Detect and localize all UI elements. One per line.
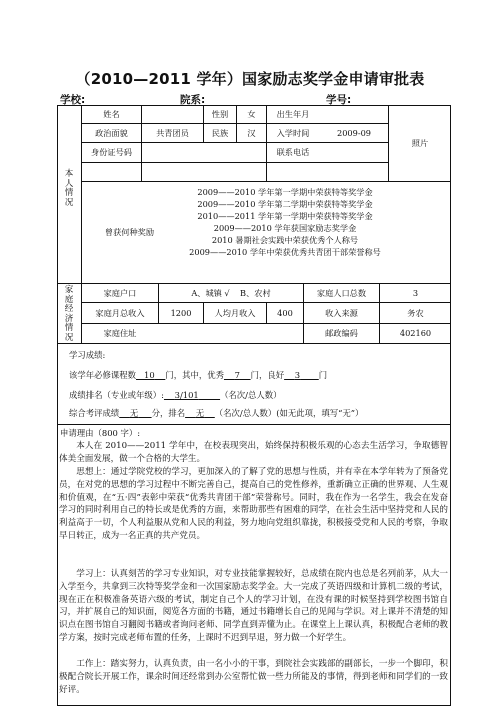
reason-paragraph: 本人在 2010——2011 学年中，在校表现突出，始终保持积极乐观的心态去生活学习，争取德智体美全面发展，做一个合格的大学生。 xyxy=(59,441,448,464)
evaluation-rank: 无 xyxy=(195,408,205,418)
award-item: 2010 暑期社会实践中荣获优秀个人称号 xyxy=(211,235,359,245)
award-item: 2009——2010 学年中荣获优秀共青团干部荣誉称号 xyxy=(189,247,381,257)
family-total-label: 家庭人口总数 xyxy=(316,287,367,298)
divider xyxy=(81,162,388,163)
income-source-value: 务农 xyxy=(407,307,424,318)
reason-heading: 申请理由（800 字）: xyxy=(60,428,141,438)
ethnic-value: 汉 xyxy=(247,127,256,138)
enroll-label: 入学时间 xyxy=(276,127,310,138)
photo-placeholder: 照片 xyxy=(411,138,429,148)
award-item: 2010——2011 学年第一学期中荣获特等奖学金 xyxy=(197,211,373,221)
award-item: 2009——2010 学年获国家励志奖学金 xyxy=(213,223,357,233)
department-label: 院系: xyxy=(180,94,206,106)
avg-income-value: 400 xyxy=(277,307,293,318)
evaluation-line: 综合考评成绩 无 分，排名 无 （名次/总人数）(如无此项，填写“无”） xyxy=(69,408,364,418)
birth-label: 出生年月 xyxy=(276,109,310,119)
name-label: 姓名 xyxy=(103,109,120,119)
student-id-label: 学号: xyxy=(326,94,352,106)
study-heading: 学习成绩: xyxy=(69,350,106,360)
course-count: 10 xyxy=(144,370,155,380)
reason-paragraph: 工作上：踏实努力，认真负责，由一名小小的干事，到院社会实践部的副部长，一步一个脚印，积极配合院长开展工作，课余时间还经常到办公室帮忙做一些力所能及的事情，得到老师和同学们的一致好评。 xyxy=(59,659,448,695)
gender-label: 性别 xyxy=(211,109,229,119)
page-title: （2010—2011 学年）国家励志奖学金申请审批表 xyxy=(75,70,425,88)
income-source-label: 收入来源 xyxy=(325,307,358,318)
excellent-count: 7 xyxy=(234,370,240,380)
income-value: 1200 xyxy=(170,307,192,318)
family-section-label: 家庭经济情况 xyxy=(64,285,74,343)
award-item: 2009——2010 学年第一学期中荣获特等奖学金 xyxy=(197,187,373,197)
awards-label: 曾获何种奖励 xyxy=(104,227,155,237)
gender-value: 女 xyxy=(247,109,256,119)
avg-income-label: 人均月收入 xyxy=(214,307,256,318)
personal-section-label: 本人情况 xyxy=(64,169,74,208)
hukou-label: 家庭户口 xyxy=(103,287,137,298)
political-value: 共青团员 xyxy=(156,127,189,138)
rank-value: 3/101 xyxy=(174,390,199,400)
reason-paragraph: 学习上：认真刻苦的学习专业知识，对专业技能掌握较好，总成绩在院内也总是名列前茅，从大一入学至今，共拿到三次特等奖学金和一次国家励志奖学金。大一完成了英语四级和计算机二级的考试，现在正在积极准备英语六级的考试，制定自己个人的学习计划，在没有课的时候坚持到学校图书馆自习，并扩展自己的知识面，阅览各方面的书籍，通过书籍增长自己的见闻与学识。对上课并不清楚的知识点在图书馆自习翻阅书籍或者询问老师、同学直到弄懂为止。在课堂上上课认真，积极配合老师的教学方案，按时完成老师布置的任务，上课时不迟到早退，努力做一个好学生。 xyxy=(59,569,448,643)
divider xyxy=(57,343,451,344)
idcard-label: 身份证号码 xyxy=(91,147,132,157)
postcode-label: 邮政编码 xyxy=(325,328,358,338)
address-label: 家庭住址 xyxy=(103,328,137,338)
income-label: 家庭月总收入 xyxy=(95,307,145,318)
reason-paragraph: 思想上：通过学院党校的学习，更加深入的了解了党的思想与性质，并有幸在本学年转为了预备党员，在对党的思想的学习过程中不断完善自己，提高自己的党性修养，重新确立正确的世界观、人生观和价值观，在“五·四”表彰中荣获“优秀共青团干部”荣誉称号。同时，我在作为一名学生，我会在发奋学习的同时利用自己的特长或是优秀的方面，来帮助那些有困难的同学，在社会生活中坚持党和人民的利益高于一切，个人利益服从党和人民的利益，努力地向党组织靠拢，积极接受党和人民的考察，争取早日转正，成为一名正真的共产党员。 xyxy=(59,467,448,541)
enroll-value: 2009-09 xyxy=(336,127,372,138)
school-label: 学校: xyxy=(60,94,86,106)
ethnic-label: 民族 xyxy=(211,127,229,138)
family-total-value: 3 xyxy=(412,287,419,298)
postcode-value: 402160 xyxy=(399,328,432,338)
course-count-line: 该学年必修课程数 10 门，其中，优秀 7 门，良好 3 门 xyxy=(69,370,328,380)
divider xyxy=(57,424,451,425)
good-count: 3 xyxy=(294,370,301,380)
name-value[interactable] xyxy=(142,106,203,123)
rank-line: 成绩排名（专业或年级）: 3/101 （名次/总人数） xyxy=(69,390,282,400)
phone-label: 联系电话 xyxy=(276,147,310,157)
political-label: 政治面貌 xyxy=(95,127,128,138)
hukou-value: A、城镇 √ B、农村 xyxy=(191,287,271,298)
award-item: 2009——2010 学年第二学期中荣获特等奖学金 xyxy=(197,199,373,209)
evaluation-score: 无 xyxy=(129,408,139,418)
